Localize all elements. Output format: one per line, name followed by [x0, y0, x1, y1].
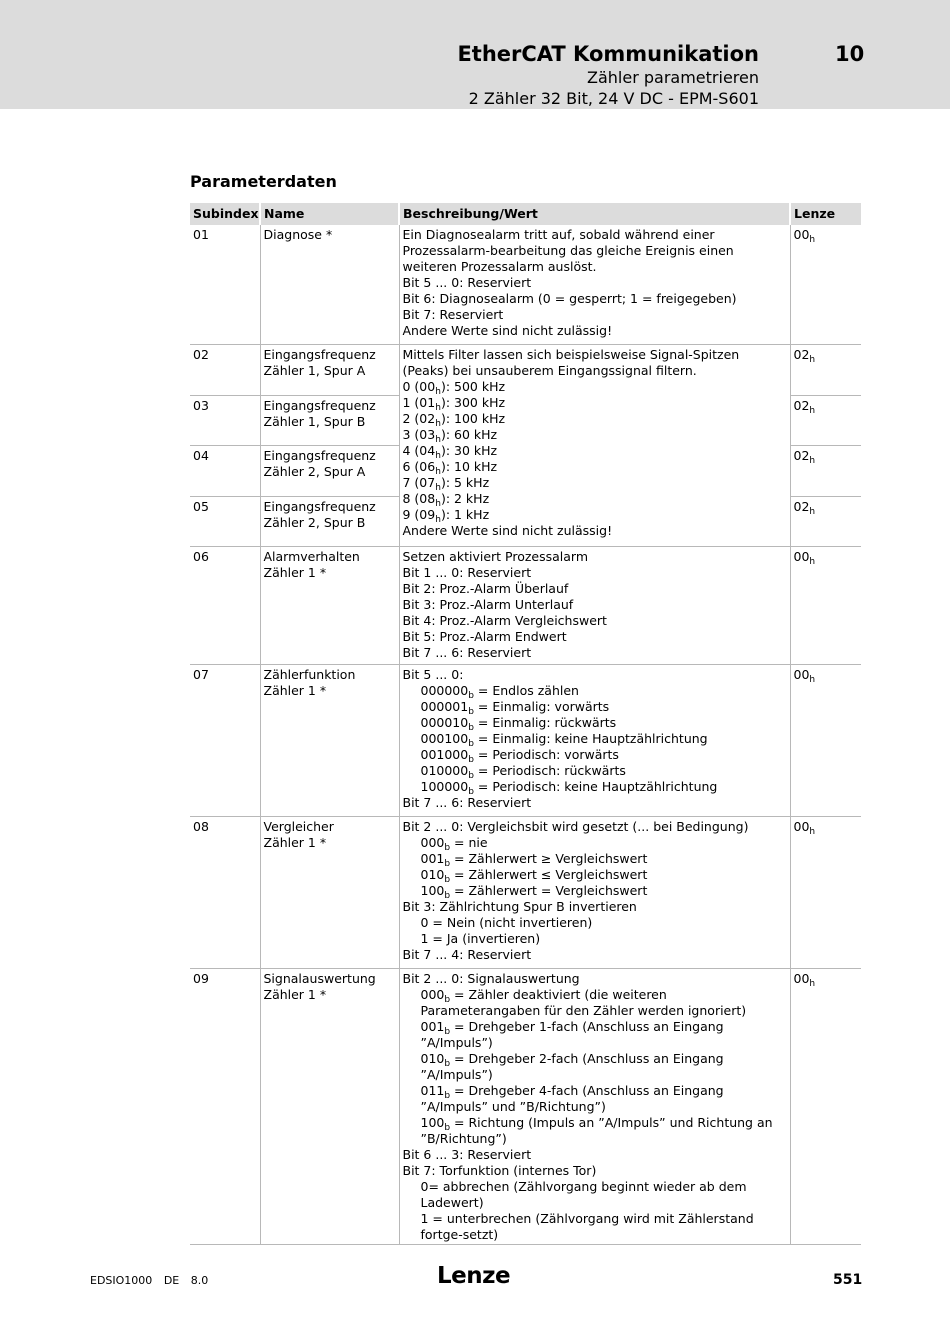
- column-header-name: Name: [260, 203, 399, 225]
- cell-description: Bit 5 ... 0: $000000_b$ = Endlos zählen $000001_b$ = Einmalig: vorwärts $000010_b$ = Einmalig: rückwärts $000100_b$ = Einmalig: keine Hauptzählrichtung $001000_b$ = Periodisch: vorwärts $010000_b$ = Periodisch: rückwärts $100000_b$ = Periodisch: keine Hauptzählrichtung Bit 7 ... 6: Reserviert: [399, 664, 790, 816]
- cell-subindex: 07: [190, 664, 260, 816]
- footer-version: 8.0: [190, 1274, 209, 1287]
- table-row: [190, 225, 861, 344]
- column-header-description: Beschreibung/Wert: [399, 203, 790, 225]
- cell-name: Vergleicher Zähler 1 *: [260, 816, 399, 968]
- footer-doc-id: EDSIO1000: [90, 1274, 153, 1287]
- cell-description: Bit 2 ... 0: Signalauswertung $000_b$ = Zähler deaktiviert (die weiteren Parameterangaben für den Zähler werden ignoriert) $001_b$ = Drehgeber 1-fach (Anschluss an Eingang ”A/Impuls”) $010_b$ = Drehgeber 2-fach (Anschluss an Eingang ”A/Impuls”) $011_b$ = Drehgeber 4-fach (Anschluss an Eingang ”A/Impuls” und ”B/Richtung”) $100_b$ = Richtung (Impuls an ”A/Impuls” und Richtung an ”B/Richtung”) Bit 6 ... 3: Reserviert Bit 7: Torfunktion (internes Tor) 0= abbrechen (Zählvorgang beginnt wieder ab dem Ladewert) 1 = unterbrechen (Zählvorgang wird mit Zählerstand fortge-setzt): [399, 968, 790, 1244]
- cell-subindex: 02: [190, 344, 260, 395]
- chapter-title: EtherCAT Kommunikation: [457, 42, 759, 66]
- page-number: 551: [833, 1272, 863, 1288]
- column-header-lenze: Lenze: [790, 203, 861, 225]
- cell-subindex: 09: [190, 968, 260, 1244]
- cell-name: Alarmverhalten Zähler 1 *: [260, 546, 399, 664]
- cell-lenze: $02_h$: [790, 395, 861, 445]
- section-title: Parameterdaten: [190, 172, 337, 191]
- cell-name: Eingangsfrequenz Zähler 1, Spur A: [260, 344, 399, 395]
- section-subtitle: Zähler parametrieren: [587, 68, 759, 87]
- cell-description: Bit 2 ... 0: Vergleichsbit wird gesetzt (... bei Bedingung) $000_b$ = nie $001_b$ = Zählerwert ≥ Vergleichswert $010_b$ = Zählerwert ≤ Vergleichswert $100_b$ = Zählerwert = Vergleichswert Bit 3: Zählrichtung Spur B invertieren 0 = Nein (nicht invertieren) 1 = Ja (invertieren) Bit 7 ... 4: Reserviert: [399, 816, 790, 968]
- cell-name: Eingangsfrequenz Zähler 2, Spur B: [260, 496, 399, 546]
- lenze-logo-text: Lenze: [437, 1263, 511, 1288]
- table-row: [190, 968, 861, 1244]
- cell-name: Zählerfunktion Zähler 1 *: [260, 664, 399, 816]
- cell-lenze: $00_h$: [790, 968, 861, 1244]
- cell-lenze: $00_h$: [790, 816, 861, 968]
- table-row: [190, 816, 861, 968]
- cell-lenze: $00_h$: [790, 225, 861, 344]
- cell-name: Eingangsfrequenz Zähler 2, Spur A: [260, 445, 399, 496]
- cell-subindex: 03: [190, 395, 260, 445]
- cell-subindex: 06: [190, 546, 260, 664]
- table-header-row: [190, 203, 861, 225]
- table-row: [190, 344, 861, 395]
- cell-name: Signalauswertung Zähler 1 *: [260, 968, 399, 1244]
- cell-subindex: 01: [190, 225, 260, 344]
- cell-subindex: 05: [190, 496, 260, 546]
- parameter-table: [190, 203, 861, 1245]
- cell-subindex: 08: [190, 816, 260, 968]
- cell-lenze: $02_h$: [790, 344, 861, 395]
- footer-document-info: [90, 1274, 216, 1287]
- footer-language: DE: [163, 1274, 180, 1287]
- table-row: [190, 664, 861, 816]
- device-subtitle: 2 Zähler 32 Bit, 24 V DC - EPM-S601: [468, 89, 759, 108]
- chapter-number: 10: [835, 42, 865, 66]
- cell-lenze: $00_h$: [790, 664, 861, 816]
- cell-description: Mittels Filter lassen sich beispielsweise Signal-Spitzen (Peaks) bei unsauberem Eingangssignal filtern. 0 $(00_h)$: 500 kHz 1 $(01_h)$: 300 kHz 2 $(02_h)$: 100 kHz 3 $(03_h)$: 60 kHz 4 $(04_h)$: 30 kHz 6 $(06_h)$: 10 kHz 7 $(07_h)$: 5 kHz 8 $(08_h)$: 2 kHz 9 $(09_h)$: 1 kHz Andere Werte sind nicht zulässig!: [399, 344, 790, 546]
- column-header-subindex: Subindex: [190, 203, 260, 225]
- cell-lenze: $00_h$: [790, 546, 861, 664]
- table-row: [190, 546, 861, 664]
- cell-name: Diagnose *: [260, 225, 399, 344]
- cell-description: Setzen aktiviert Prozessalarm Bit 1 ... 0: Reserviert Bit 2: Proz.-Alarm Überlauf Bit 3: Proz.-Alarm Unterlauf Bit 4: Proz.-Alarm Vergleichswert Bit 5: Proz.-Alarm Endwert Bit 7 ... 6: Reserviert: [399, 546, 790, 664]
- lenze-logo: [437, 1262, 513, 1288]
- cell-description: Ein Diagnosealarm tritt auf, sobald während einer Prozessalarm-bearbeitung das gleiche Ereignis einen weiteren Prozessalarm auslöst. Bit 5 ... 0: Reserviert Bit 6: Diagnosealarm (0 = gesperrt; 1 = freigegeben) Bit 7: Reserviert Andere Werte sind nicht zulässig!: [399, 225, 790, 344]
- cell-lenze: $02_h$: [790, 496, 861, 546]
- cell-lenze: $02_h$: [790, 445, 861, 496]
- cell-subindex: 04: [190, 445, 260, 496]
- cell-name: Eingangsfrequenz Zähler 1, Spur B: [260, 395, 399, 445]
